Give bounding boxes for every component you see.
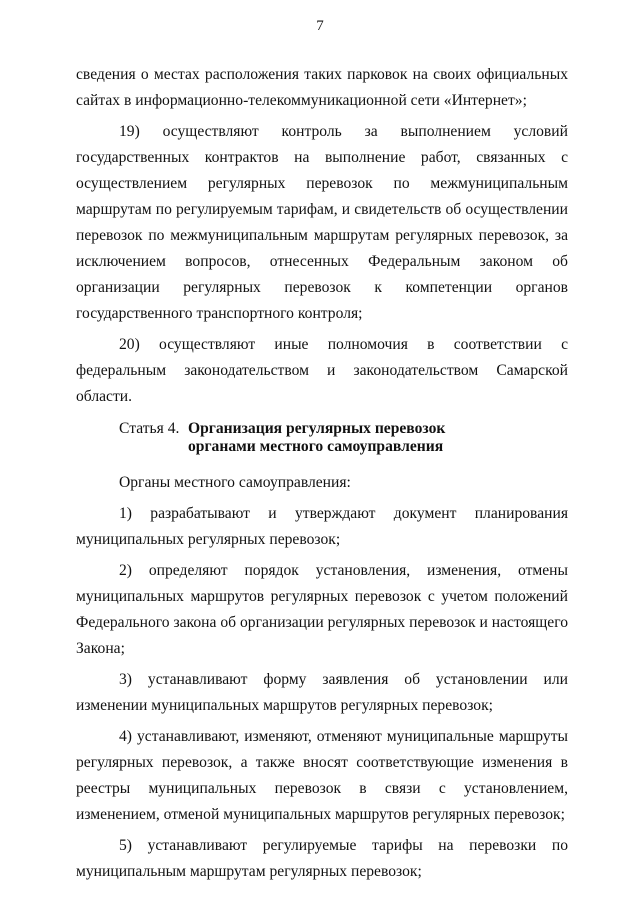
paragraph-intro: Органы местного самоуправления: bbox=[119, 474, 351, 491]
article-heading bbox=[76, 420, 568, 456]
paragraph-item-19: 19) осуществляют контроль за выполнением условий государственных контрактов на выполнение работ, связанных с осуществлением регулярных перевозок по межмуниципальным маршрутам по регулируемым тарифам, и свидетельств об осуществлении перевозок по межмуниципальным маршрутам регулярных перевозок, за исключением вопросов, отнесенных Федеральным законом об организации регулярных перевозок к компетенции органов государственного транспортного контроля; bbox=[76, 123, 568, 322]
article-title-line-2: органами местного самоуправления bbox=[188, 438, 444, 455]
paragraph-item-20: 20) осуществляют иные полномочия в соответствии с федеральным законодательством и законодательством Самарской области. bbox=[76, 336, 568, 405]
paragraph-item-4: 4) устанавливают, изменяют, отменяют муниципальные маршруты регулярных перевозок, а также вносят соответствующие изменения в реестры муниципальных перевозок в связи с установлением, изменением, отменой муниципальных маршрутов регулярных перевозок; bbox=[76, 728, 568, 823]
paragraph-item-2: 2) определяют порядок установления, изменения, отмены муниципальных маршрутов регулярных перевозок с учетом положений Федерального закона об организации регулярных перевозок и настоящего Закона; bbox=[76, 562, 568, 657]
document-body bbox=[76, 62, 568, 890]
article-label: Статья 4. bbox=[119, 420, 180, 437]
article-title-line-1: Организация регулярных перевозок bbox=[188, 420, 446, 437]
paragraph-item-3: 3) устанавливают форму заявления об установлении или изменении муниципальных маршрутов регулярных перевозок; bbox=[76, 671, 568, 714]
paragraph-item-5: 5) устанавливают регулируемые тарифы на перевозки по муниципальным маршрутам регулярных перевозок; bbox=[76, 837, 568, 880]
page-number: 7 bbox=[316, 18, 324, 34]
paragraph-continuation: сведения о местах расположения таких парковок на своих официальных сайтах в информационно-телекоммуникационной сети «Интернет»; bbox=[76, 66, 568, 109]
paragraph-item-1: 1) разрабатывают и утверждают документ планирования муниципальных регулярных перевозок; bbox=[76, 505, 568, 548]
